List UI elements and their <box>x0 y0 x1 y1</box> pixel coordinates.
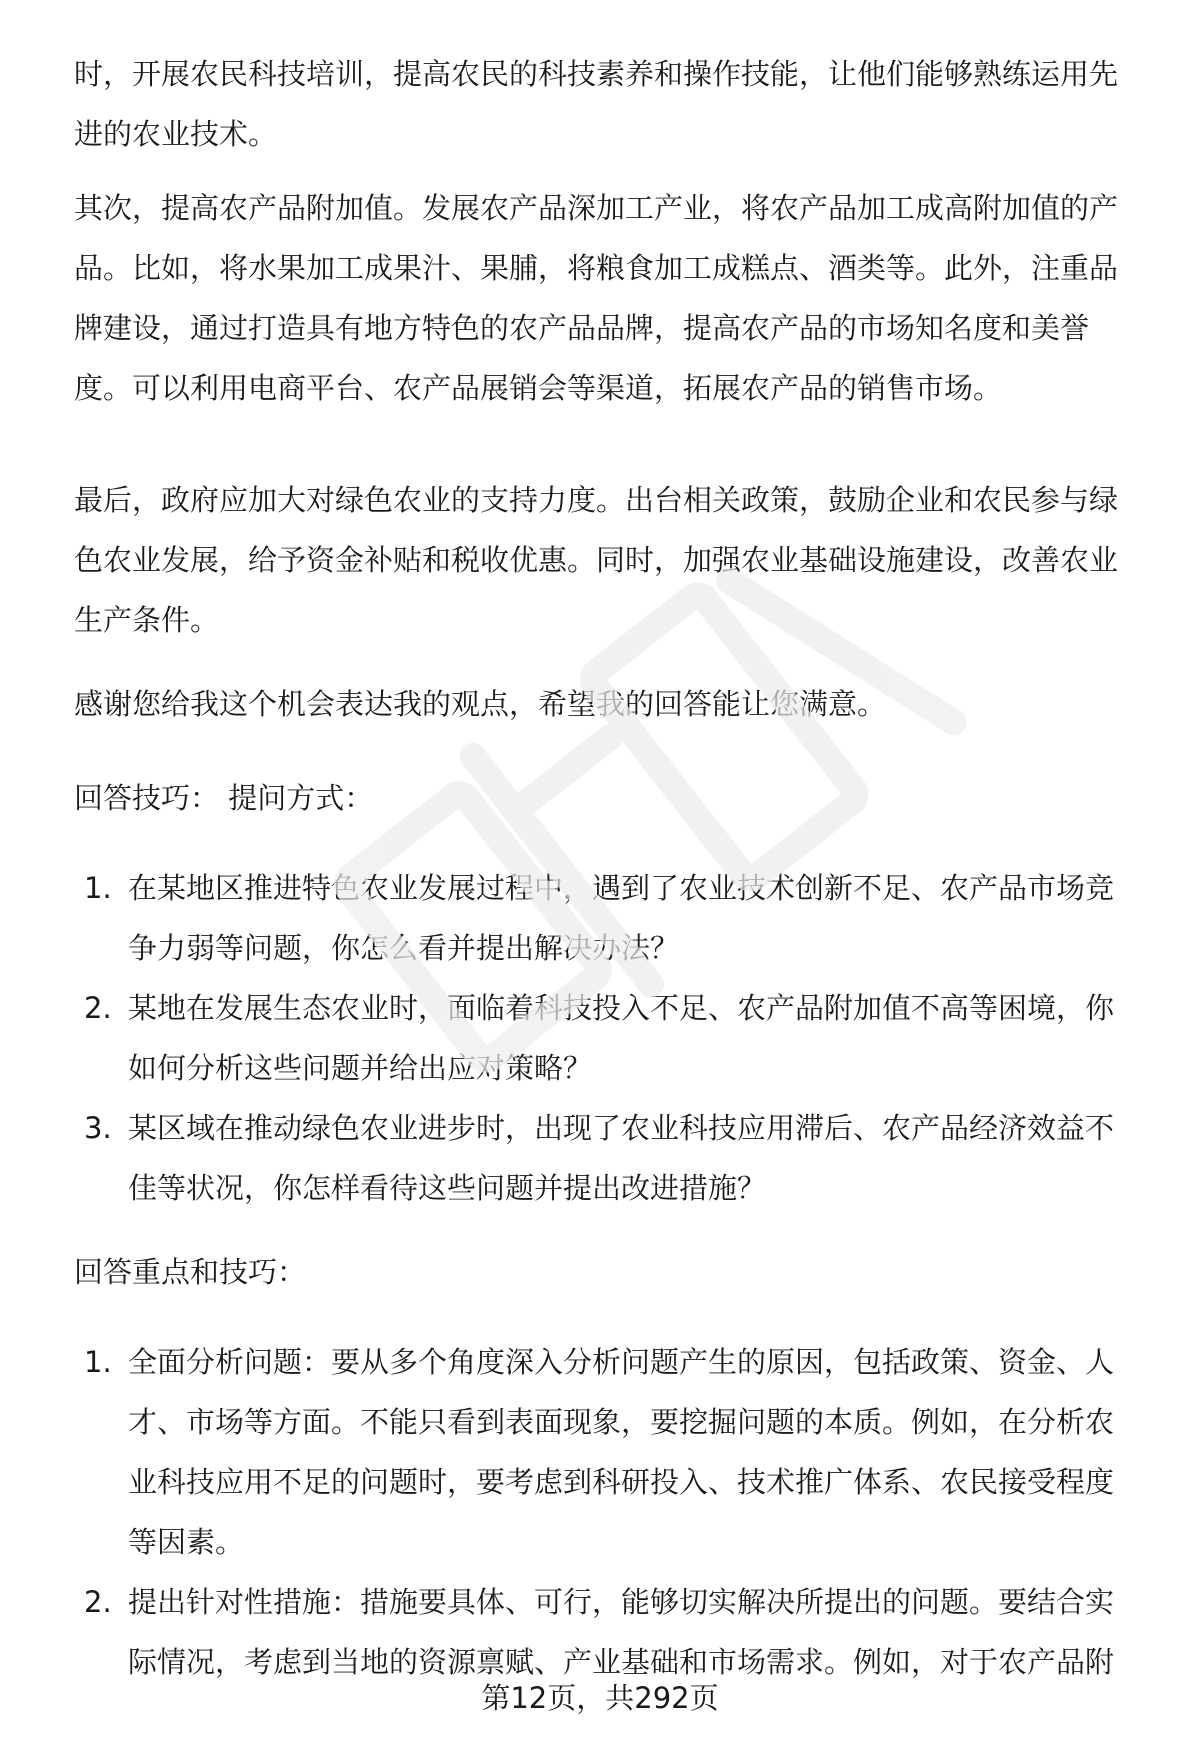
text-line: 业科技应用不足的问题时，要考虑到科研投入、技术推广体系、农民接受程度 <box>128 1465 1115 1499</box>
text-line: 才、市场等方面。不能只看到表面现象，要挖掘问题的本质。例如，在分析农 <box>128 1405 1115 1439</box>
section-heading-key-points <box>74 1242 1142 1302</box>
text-line: 最后，政府应加大对绿色农业的支持力度。出台相关政策，鼓励企业和农民参与绿 <box>74 483 1119 517</box>
text-line: 际情况，考虑到当地的资源禀赋、产业基础和市场需求。例如，对于农产品附 <box>128 1645 1115 1679</box>
text-line: 生产条件。 <box>74 603 220 637</box>
heading-text: 回答技巧： 提问方式： <box>74 781 374 815</box>
list-number: 2. <box>84 1585 112 1619</box>
text-line: 牌建设，通过打造具有地方特色的农产品品牌，提高农产品的市场知名度和美誉 <box>74 311 1090 345</box>
text-line: 品。比如，将水果加工成果汁、果脯，将粮食加工成糕点、酒类等。此外，注重品 <box>74 251 1119 285</box>
paragraph-government-support <box>74 470 1142 650</box>
paragraph-value-added <box>74 178 1142 418</box>
text-line: 争力弱等问题，你怎么看并提出解决办法？ <box>128 931 680 965</box>
text-line: 其次，提高农产品附加值。发展农产品深加工产业，将农产品加工成高附加值的产 <box>74 191 1119 225</box>
text-line: 在某地区推进特色农业发展过程中，遇到了农业技术创新不足、农产品市场竞 <box>128 871 1115 905</box>
document-page <box>74 0 1142 1755</box>
text-line: 进的农业技术。 <box>74 117 278 151</box>
text-line: 如何分析这些问题并给出应对策略？ <box>128 1051 593 1085</box>
text-line: 某地在发展生态农业时，面临着科技投入不足、农产品附加值不高等困境，你 <box>128 991 1115 1025</box>
paragraph-closing <box>74 674 1142 734</box>
list-item <box>74 978 1142 1098</box>
text-line: 提出针对性措施：措施要具体、可行，能够切实解决所提出的问题。要结合实 <box>128 1585 1115 1619</box>
text-line: 等因素。 <box>128 1525 245 1559</box>
page-number-footer: 第12页，共292页 <box>481 1681 719 1715</box>
list-number: 1. <box>84 871 112 905</box>
list-number: 2. <box>84 991 112 1025</box>
text-line: 佳等状况，你怎样看待这些问题并提出改进措施？ <box>128 1171 767 1205</box>
question-list <box>74 858 1142 1218</box>
paragraph-training <box>74 44 1142 164</box>
text-line: 感谢您给我这个机会表达我的观点，希望我的回答能让您满意。 <box>74 687 887 721</box>
heading-text: 回答重点和技巧： <box>74 1255 307 1289</box>
list-item <box>74 858 1142 978</box>
list-number: 1. <box>84 1345 112 1379</box>
section-heading-question-style <box>74 768 1142 828</box>
key-points-list <box>74 1332 1142 1692</box>
list-item <box>74 1098 1142 1218</box>
text-line: 某区域在推动绿色农业进步时，出现了农业科技应用滞后、农产品经济效益不 <box>128 1111 1115 1145</box>
list-number: 3. <box>84 1111 112 1145</box>
text-line: 度。可以利用电商平台、农产品展销会等渠道，拓展农产品的销售市场。 <box>74 371 1003 405</box>
text-line: 色农业发展，给予资金补贴和税收优惠。同时，加强农业基础设施建设，改善农业 <box>74 543 1119 577</box>
list-item <box>74 1332 1142 1572</box>
text-line: 时，开展农民科技培训，提高农民的科技素养和操作技能，让他们能够熟练运用先 <box>74 57 1119 91</box>
text-line: 全面分析问题：要从多个角度深入分析问题产生的原因，包括政策、资金、人 <box>128 1345 1115 1379</box>
